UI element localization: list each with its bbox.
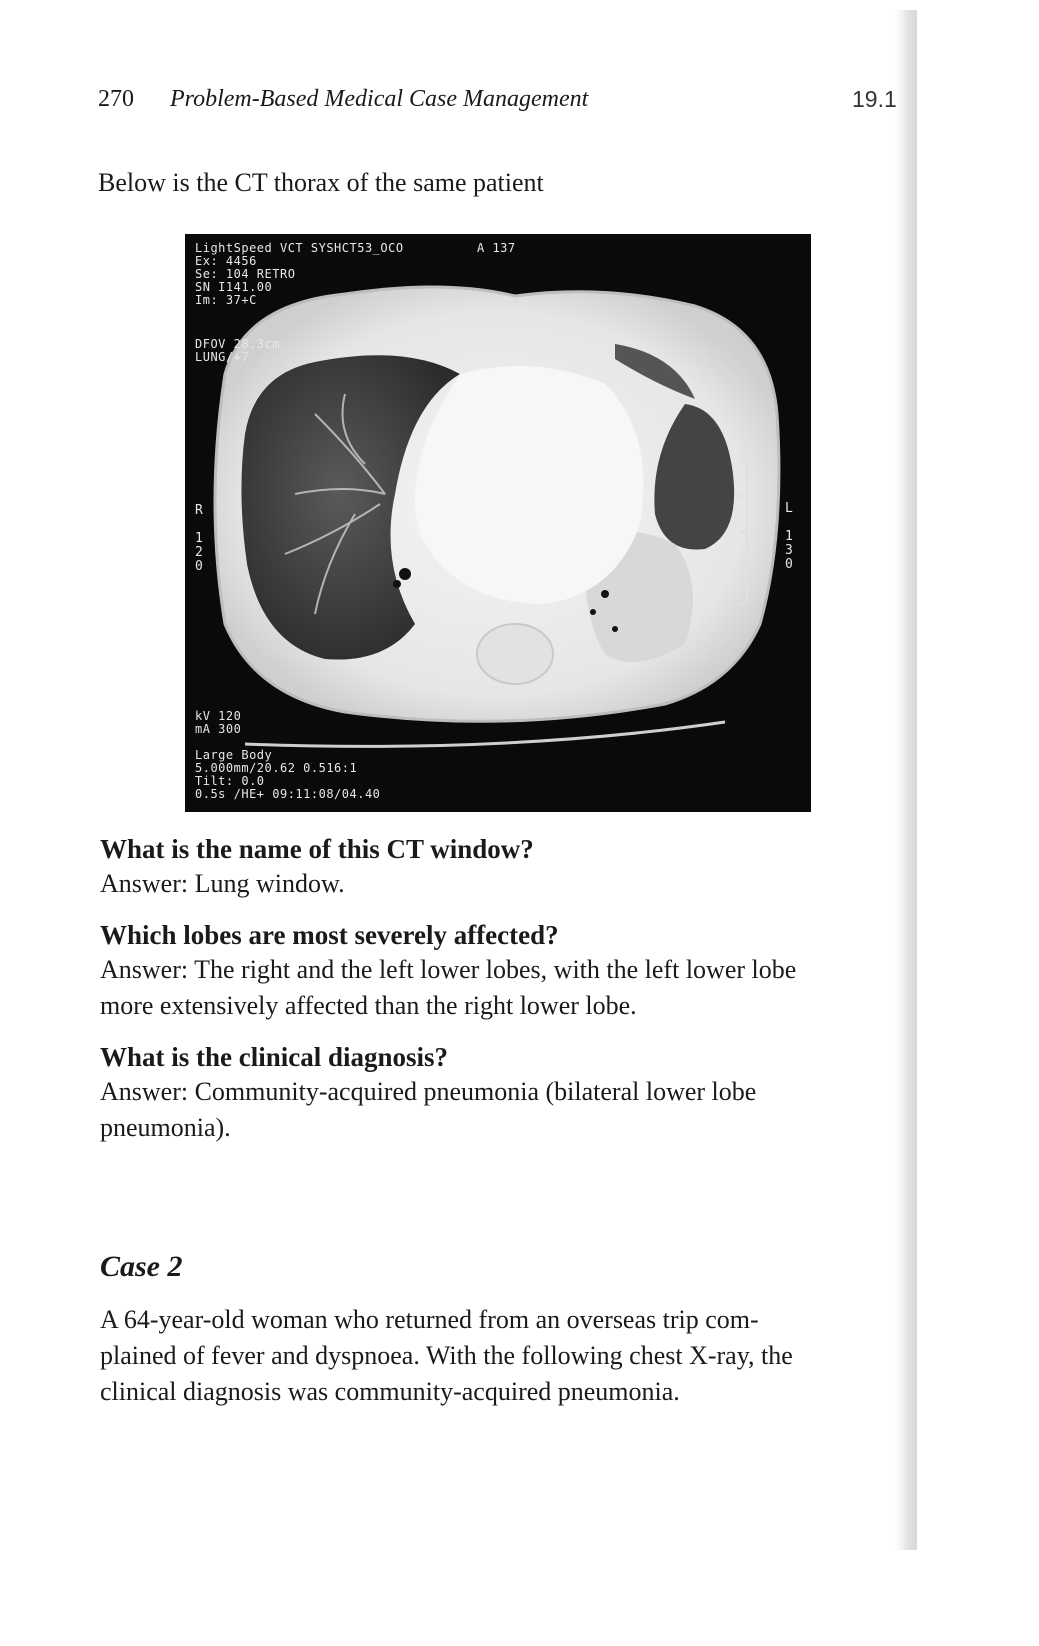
- answer-2-line: more extensively affected than the right lower lobe.: [100, 991, 637, 1020]
- answer-2-line: Answer: The right and the left lower lobes, with the left lower lobe: [100, 955, 797, 984]
- ct-right-side-marker: L 1 3 0: [785, 501, 794, 572]
- ct-scanner-info: LightSpeed VCT SYSHCT53_OCO Ex: 4456 Se: 104 RETRO SN I141.00 Im: 37+C: [195, 241, 404, 307]
- answer-1: [100, 866, 900, 902]
- page-number: 270: [98, 86, 134, 112]
- question-3: What is the clinical diagnosis?: [100, 1042, 449, 1072]
- answer-3-line: Answer: Community-acquired pneumonia (bilateral lower lobe: [100, 1077, 757, 1106]
- question-2: Which lobes are most severely affected?: [100, 920, 559, 950]
- case-line: A 64-year-old woman who returned from an overseas trip com-: [100, 1305, 759, 1334]
- case-line: clinical diagnosis was community-acquired pneumonia.: [100, 1377, 680, 1406]
- case-description: [100, 1302, 898, 1410]
- ct-acquisition-params: kV 120 mA 300 Large Body 5.000mm/20.62 0.516:1 Tilt: 0.0 0.5s /HE+ 09:11:08/04.40: [195, 709, 381, 801]
- case-heading: Case 2: [100, 1250, 183, 1283]
- ct-slice-label: A 137: [477, 241, 516, 255]
- section-number: 19.1: [852, 86, 897, 112]
- page-edge-shadow: [895, 10, 917, 1550]
- ct-thorax-image: [185, 234, 811, 812]
- case-line: plained of fever and dyspnoea. With the following chest X-ray, the: [100, 1341, 793, 1370]
- answer-3-line: pneumonia).: [100, 1113, 231, 1142]
- ct-left-side-marker: R 1 2 0: [195, 503, 204, 574]
- answer-1-line: Answer: Lung window.: [100, 869, 345, 898]
- answer-3: [100, 1074, 900, 1146]
- answer-2: [100, 952, 900, 1024]
- intro-text: Below is the CT thorax of the same patient: [98, 168, 544, 197]
- ct-window-info: DFOV 28.3cm LUNG/+7: [195, 337, 280, 364]
- question-1: What is the name of this CT window?: [100, 834, 534, 864]
- running-header-title: Problem-Based Medical Case Management: [170, 86, 589, 112]
